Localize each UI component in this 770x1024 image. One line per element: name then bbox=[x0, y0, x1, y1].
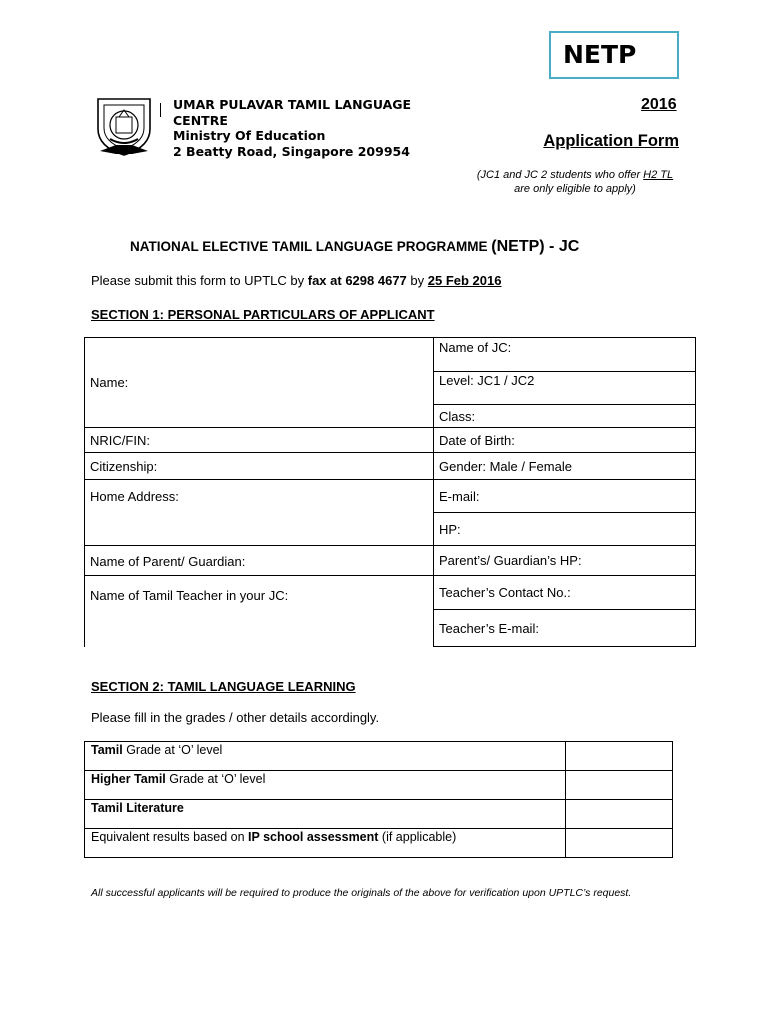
programme-title bbox=[130, 238, 579, 256]
level-label: Level: JC1 / JC2 bbox=[439, 373, 535, 388]
submission-by: by bbox=[406, 273, 428, 288]
org-name-line1: UMAR PULAVAR TAMIL LANGUAGE bbox=[173, 97, 412, 112]
eligibility-note bbox=[450, 169, 700, 196]
verification-footnote: All successful applicants will be required to produce the originals of the above for verification upon UPTLC’s request. bbox=[91, 887, 632, 899]
teacher-name-label: Name of Tamil Teacher in your JC: bbox=[90, 588, 289, 603]
table-line bbox=[84, 545, 696, 546]
home-address-label: Home Address: bbox=[90, 489, 179, 504]
grade-input-cell[interactable] bbox=[566, 771, 673, 800]
teacher-email-label: Teacher’s E-mail: bbox=[439, 621, 539, 636]
grade-label-cell bbox=[85, 771, 566, 800]
grade-label-cell bbox=[85, 742, 566, 771]
table-row bbox=[85, 742, 673, 771]
table-line bbox=[84, 427, 696, 428]
grade-desc: Grade at ‘O’ level bbox=[122, 743, 223, 757]
grade-desc: (if applicable) bbox=[378, 830, 457, 844]
organisation-address bbox=[173, 97, 411, 159]
subject-ip-assessment: IP school assessment bbox=[248, 830, 379, 844]
grade-label-cell bbox=[85, 800, 566, 829]
grade-input-cell[interactable] bbox=[566, 829, 673, 858]
table-line bbox=[433, 337, 434, 647]
submission-text: Please submit this form to UPTLC by bbox=[91, 273, 308, 288]
programme-title-code: (NETP) - JC bbox=[491, 238, 580, 255]
table-row bbox=[85, 829, 673, 858]
section1-title: SECTION 1: PERSONAL PARTICULARS OF APPLICANT bbox=[91, 307, 435, 322]
form-year: 2016 bbox=[641, 96, 677, 113]
eligibility-text: (JC1 and JC 2 students who offer bbox=[476, 169, 644, 181]
table-row bbox=[85, 800, 673, 829]
gender-label: Gender: Male / Female bbox=[439, 459, 572, 474]
submission-deadline: 25 Feb 2016 bbox=[427, 273, 502, 288]
submission-instruction bbox=[91, 273, 501, 288]
email-label: E-mail: bbox=[439, 489, 480, 504]
citizenship-label: Citizenship: bbox=[90, 459, 158, 474]
section2-instruction: Please fill in the grades / other details accordingly. bbox=[91, 710, 380, 725]
eligibility-subject: H2 TL bbox=[643, 169, 674, 181]
subject-higher-tamil: Higher Tamil bbox=[91, 772, 166, 786]
nric-label: NRIC/FIN: bbox=[90, 433, 150, 448]
table-border bbox=[84, 337, 85, 647]
personal-particulars-table bbox=[84, 337, 696, 647]
table-line bbox=[84, 575, 696, 576]
subject-tamil: Tamil bbox=[91, 743, 123, 757]
table-line bbox=[433, 371, 696, 372]
submission-fax: fax at 6298 4677 bbox=[307, 273, 407, 288]
divider bbox=[160, 103, 161, 117]
school-crest-logo bbox=[92, 95, 156, 157]
table-border bbox=[695, 337, 696, 647]
table-line bbox=[433, 512, 696, 513]
grades-table bbox=[84, 741, 673, 858]
table-line bbox=[433, 609, 696, 610]
section2-title: SECTION 2: TAMIL LANGUAGE LEARNING bbox=[91, 679, 356, 694]
grade-desc-pre: Equivalent results based on bbox=[91, 830, 249, 844]
teacher-contact-label: Teacher’s Contact No.: bbox=[439, 585, 571, 600]
form-title: Application Form bbox=[543, 132, 679, 150]
jc-name-label: Name of JC: bbox=[439, 340, 512, 355]
subject-tamil-literature: Tamil Literature bbox=[91, 801, 184, 815]
grade-desc: Grade at ‘O’ level bbox=[165, 772, 266, 786]
table-row bbox=[85, 771, 673, 800]
name-label: Name: bbox=[90, 375, 129, 390]
org-name-line2: CENTRE bbox=[173, 112, 228, 128]
class-label: Class: bbox=[439, 409, 476, 424]
eligibility-text-end: are only eligible to apply) bbox=[514, 182, 636, 195]
hp-label: HP: bbox=[439, 522, 461, 537]
table-border bbox=[84, 337, 696, 338]
programme-title-main: NATIONAL ELECTIVE TAMIL LANGUAGE PROGRAMME bbox=[130, 239, 492, 254]
dob-label: Date of Birth: bbox=[439, 433, 515, 448]
table-line bbox=[84, 479, 696, 480]
parent-hp-label: Parent’s/ Guardian’s HP: bbox=[439, 553, 582, 568]
org-address: 2 Beatty Road, Singapore 209954 bbox=[173, 143, 410, 159]
parent-name-label: Name of Parent/ Guardian: bbox=[90, 554, 246, 569]
grade-input-cell[interactable] bbox=[566, 742, 673, 771]
table-line bbox=[433, 404, 696, 405]
table-line bbox=[84, 452, 696, 453]
grade-input-cell[interactable] bbox=[566, 800, 673, 829]
netp-badge: NETP bbox=[549, 31, 679, 79]
grade-label-cell bbox=[85, 829, 566, 858]
org-ministry: Ministry Of Education bbox=[173, 128, 326, 143]
table-border bbox=[433, 646, 696, 647]
